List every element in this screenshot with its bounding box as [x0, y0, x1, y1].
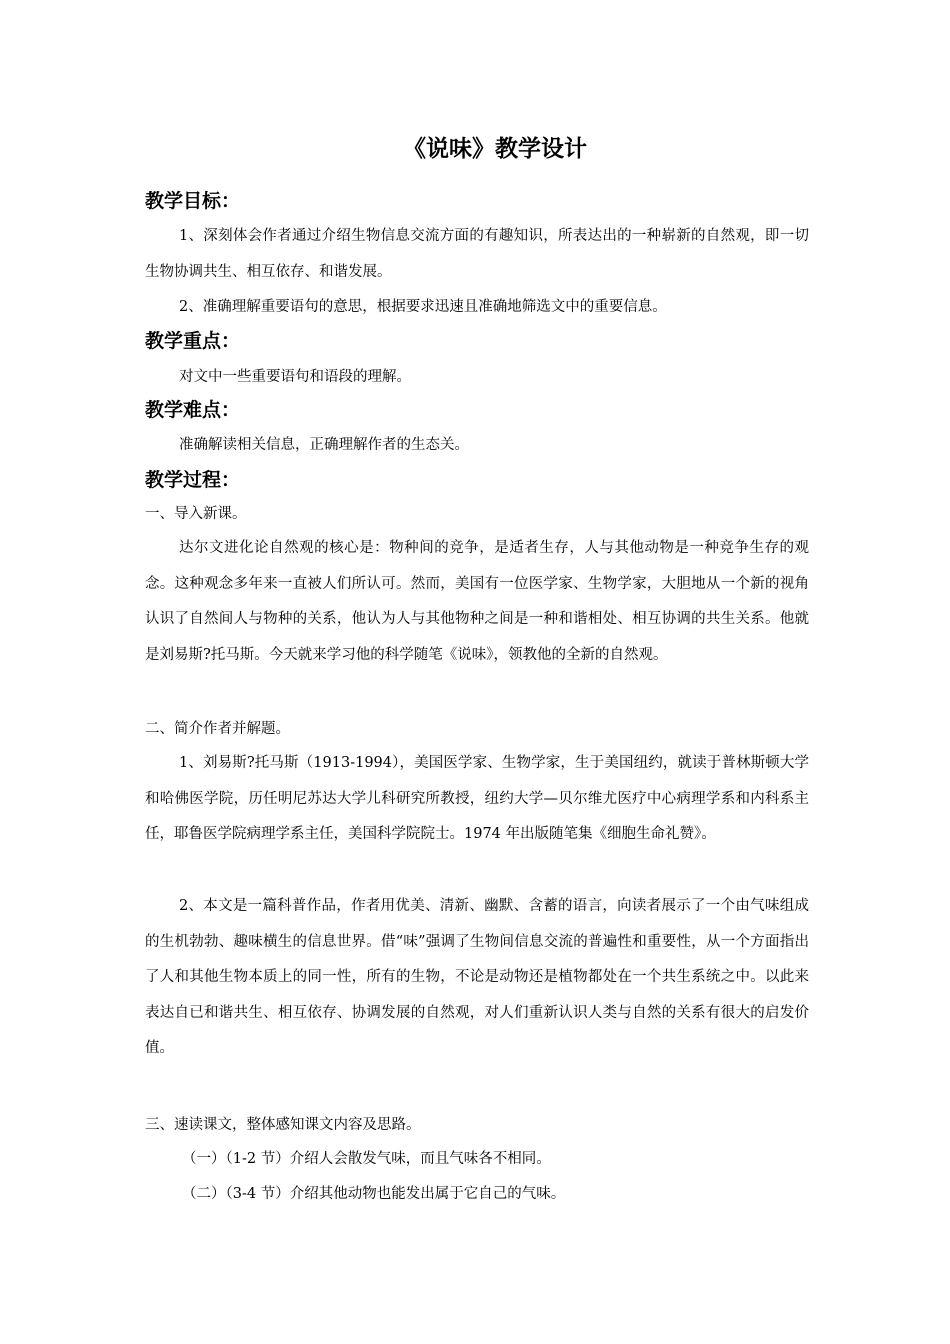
difficulties-heading: 教学难点：: [145, 399, 241, 421]
section1-text: 达尔文进化论自然观的核心是：物种间的竞争，是适者生存，人与其他动物是一种竞争生存的观念。这种观念多年来一直被人们所认可。然而，美国有一位医学家、生物学家，大胆地从一个新的视角认识了自然间人与物种的关系，他认为人与其他物种之间是一种和谐相处、相互协调的共生关系。他就是刘易斯?托马斯。今天就来学习他的科学随笔《说味》，领教他的全新的自然观。: [145, 540, 809, 663]
section2-title: 二、简介作者并解题。: [145, 721, 290, 737]
section1-title: 一、导入新课。: [145, 506, 247, 522]
objective-item-1: 1、深刻体会作者通过介绍生物信息交流方面的有趣知识，所表达出的一种崭新的自然观，即一切生物协调共生、相互依存、和谐发展。: [145, 228, 809, 280]
difficulties-text: 准确解读相关信息，正确理解作者的生态关。: [179, 437, 469, 453]
key-points-text: 对文中一些重要语句和语段的理解。: [179, 369, 411, 385]
objective-item-2: 2、准确理解重要语句的意思，根据要求迅速且准确地筛选文中的重要信息。: [179, 299, 667, 315]
section3-item-1: （一）（1-2 节）介绍人会散发气味，而且气味各不相同。: [182, 1151, 551, 1167]
process-heading: 教学过程：: [145, 469, 241, 491]
section3-title: 三、速读课文，整体感知课文内容及思路。: [145, 1117, 421, 1133]
objectives-heading: 教学目标：: [145, 190, 241, 212]
section2-item-1: 1、刘易斯?托马斯（1913-1994），美国医学家、生物学家，生于美国纽约，就读于普林斯顿大学和哈佛医学院，历任明尼苏达大学儿科研究所教授，纽约大学—贝尔维尤医疗中心病理学系和内科系主任，耶鲁医学院病理学系主任，美国科学院院士。1974 年出版随笔集《细胞生命礼赞》。: [145, 755, 809, 842]
document-title: 《说味》教学设计: [403, 136, 587, 162]
key-points-heading: 教学重点：: [145, 330, 241, 352]
section3-item-2: （二）（3-4 节）介绍其他动物也能发出属于它自己的气味。: [182, 1186, 566, 1202]
section2-item-2: 2、本文是一篇科普作品，作者用优美、清新、幽默、含蓄的语言，向读者展示了一个由气味组成的生机勃勃、趣味横生的信息世界。借“味”强调了生物间信息交流的普遍性和重要性，从一个方面指出了人和其他生物本质上的同一性，所有的生物，不论是动物还是植物都处在一个共生系统之中。以此来表达自已和谐共生、相互依存、协调发展的自然观，对人们重新认识人类与自然的关系有很大的启发价值。: [145, 898, 809, 1056]
